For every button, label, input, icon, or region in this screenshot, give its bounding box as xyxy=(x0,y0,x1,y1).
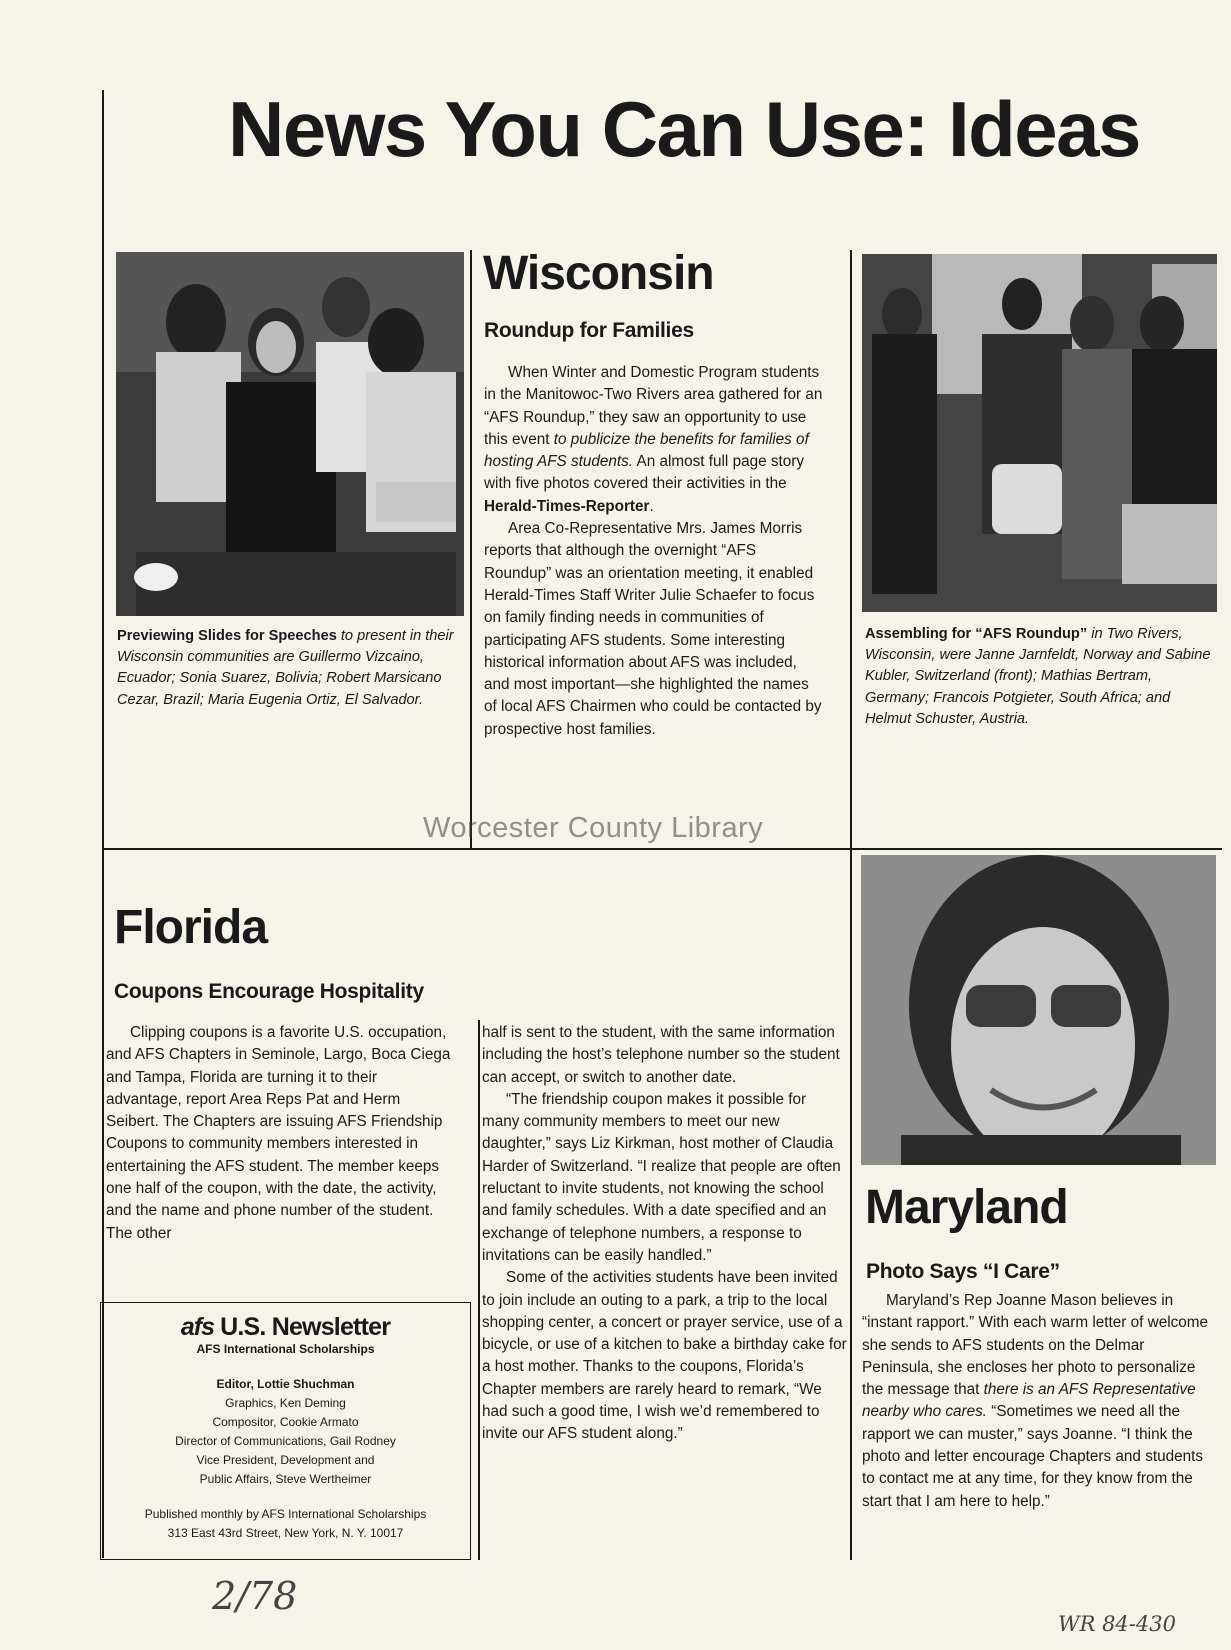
portrait-woman-glasses-icon xyxy=(861,855,1216,1165)
masthead-box xyxy=(100,1302,471,1560)
column-rule-3 xyxy=(478,1020,480,1560)
newsletter-logo xyxy=(101,1313,470,1341)
photo-people-group-icon xyxy=(116,252,464,616)
wisconsin-paragraph-2: Area Co-Representative Mrs. James Morris reports that although the overnight “AFS Roundup” was an orientation meeting, it enabled Herald-Times Staff Writer Julie Schaefer to focus on family finding needs in communities of participating AFS students. Some interesting historical information about AFS was included, and most important—she highlighted the names of local AFS Chairmen who could be contacted by prospective host families. xyxy=(484,520,822,738)
library-watermark: Worcester County Library xyxy=(423,812,764,844)
masthead-credit: Graphics, Ken Deming xyxy=(225,1396,346,1410)
subhead-roundup: Roundup for Families xyxy=(484,319,694,342)
section-title-florida: Florida xyxy=(114,901,268,954)
florida-paragraph-3: “The friendship coupon makes it possible for many community members to meet our new daughter,” says Liz Kirkman, host mother of Claudia Harder of Switzerland. “I realize that people are often reluctant to invite students, not knowing the school and family schedules. With a date specified and an exchange of telephone numbers, a response to invitations can be easily handled.” xyxy=(482,1090,841,1264)
photo-previewing-slides xyxy=(116,252,464,616)
florida-paragraph-2: half is sent to the student, with the same information including the host’s telephone number so the student can accept, or switch to another date. xyxy=(482,1024,840,1086)
masthead-credit: Director of Communications, Gail Rodney xyxy=(175,1434,396,1448)
maryland-body xyxy=(862,1290,1218,1513)
afs-logo-mark: afs xyxy=(180,1313,214,1341)
caption-right-italic: in Two Rivers, Wisconsin, were Janne Jarnfeldt, Norway and Sabine Kubler, Switzerland (front); Mathias Bertram, Germany; Francois Potgieter, South Africa; and Helmut Schuster, Austria. xyxy=(865,626,1211,727)
maryland-paragraph: Maryland’s Rep Joanne Mason believes in “instant rapport.” With each warm letter of welcome she sends to AFS students on the Delmar Peninsula, she encloses her photo to personalize the message that there is an AFS Representative nearby who cares. “Sometimes we need all the rapport we can muster,” says Joanne. “I think the photo and letter encourage Chapters and students to contact me at any time, for they know from the start that I am here to help.” xyxy=(862,1292,1209,1510)
caption-left-italic: to present in their Wisconsin communities are Guillermo Vizcaino, Ecuador; Sonia Suarez, Bolivia; Robert Marsicano Cezar, Brazil; Maria Eugenia Ortiz, El Salvador. xyxy=(117,628,454,708)
masthead-credit: Vice President, Development and xyxy=(196,1453,375,1467)
handwritten-catalog-number: WR 84-430 xyxy=(1058,1612,1176,1636)
column-rule-2 xyxy=(850,250,852,1560)
newsletter-name: U.S. Newsletter xyxy=(213,1313,391,1341)
photo-assembling-roundup xyxy=(862,254,1217,612)
florida-paragraph-1: Clipping coupons is a favorite U.S. occupation, and AFS Chapters in Seminole, Largo, Boca Ciega and Tampa, Florida are turning it to their advantage, report Area Reps Pat and Herm Seibert. The Chapters are issuing AFS Friendship Coupons to community members interested in entertaining the AFS student. The member keeps one half of the coupon, with the date, the activity, and the name and phone number of the student. The other xyxy=(106,1024,451,1242)
florida-column-2 xyxy=(482,1022,847,1446)
florida-paragraph-4: Some of the activities students have been invited to join include an outing to a park, a trip to the local shopping center, a concert or prayer service, use of a bicycle, or use of a kitchen to bake a birthday cake for a host mother. Thanks to the coupons, Florida’s Chapter members are rarely heard to remark, “We had such a good time, I wish we’d remembered to invite our AFS student along.” xyxy=(482,1269,847,1443)
masthead-editor: Editor, Lottie Shuchman xyxy=(216,1377,355,1391)
wisconsin-body xyxy=(484,362,824,741)
handwritten-date: 2/78 xyxy=(212,1574,298,1618)
masthead-published: Published monthly by AFS International Scholarships xyxy=(144,1507,427,1521)
subhead-coupons: Coupons Encourage Hospitality xyxy=(114,980,424,1003)
section-title-maryland: Maryland xyxy=(865,1181,1068,1234)
column-rule-1 xyxy=(470,250,472,850)
wisconsin-paragraph-1: When Winter and Domestic Program students in the Manitowoc-Two Rivers area gathered for an “AFS Roundup,” they saw an opportunity to use this event to publicize the benefits for families of hosting AFS students. An almost full page story with five photos covered their activities in the Herald-Times-Reporter. xyxy=(484,364,823,515)
subhead-photo-says: Photo Says “I Care” xyxy=(866,1260,1060,1283)
caption-left-bold: Previewing Slides for Speeches xyxy=(117,628,337,644)
photo-joanne-mason xyxy=(861,855,1216,1165)
masthead-org: AFS International Scholarships xyxy=(196,1342,375,1356)
caption-right-bold: Assembling for “AFS Roundup” xyxy=(865,626,1088,642)
page-headline: News You Can Use: Ideas xyxy=(228,85,1140,173)
photo-students-luggage-icon xyxy=(862,254,1217,612)
caption-left-photo xyxy=(117,626,467,711)
section-title-wisconsin: Wisconsin xyxy=(483,247,714,300)
masthead-address: 313 East 43rd Street, New York, N. Y. 10017 xyxy=(167,1526,404,1540)
florida-column-1 xyxy=(106,1022,456,1245)
masthead-credit: Compositor, Cookie Armato xyxy=(212,1415,359,1429)
horizontal-rule-mid xyxy=(102,848,1222,850)
caption-right-photo xyxy=(865,624,1220,730)
masthead-credit: Public Affairs, Steve Wertheimer xyxy=(199,1472,372,1486)
